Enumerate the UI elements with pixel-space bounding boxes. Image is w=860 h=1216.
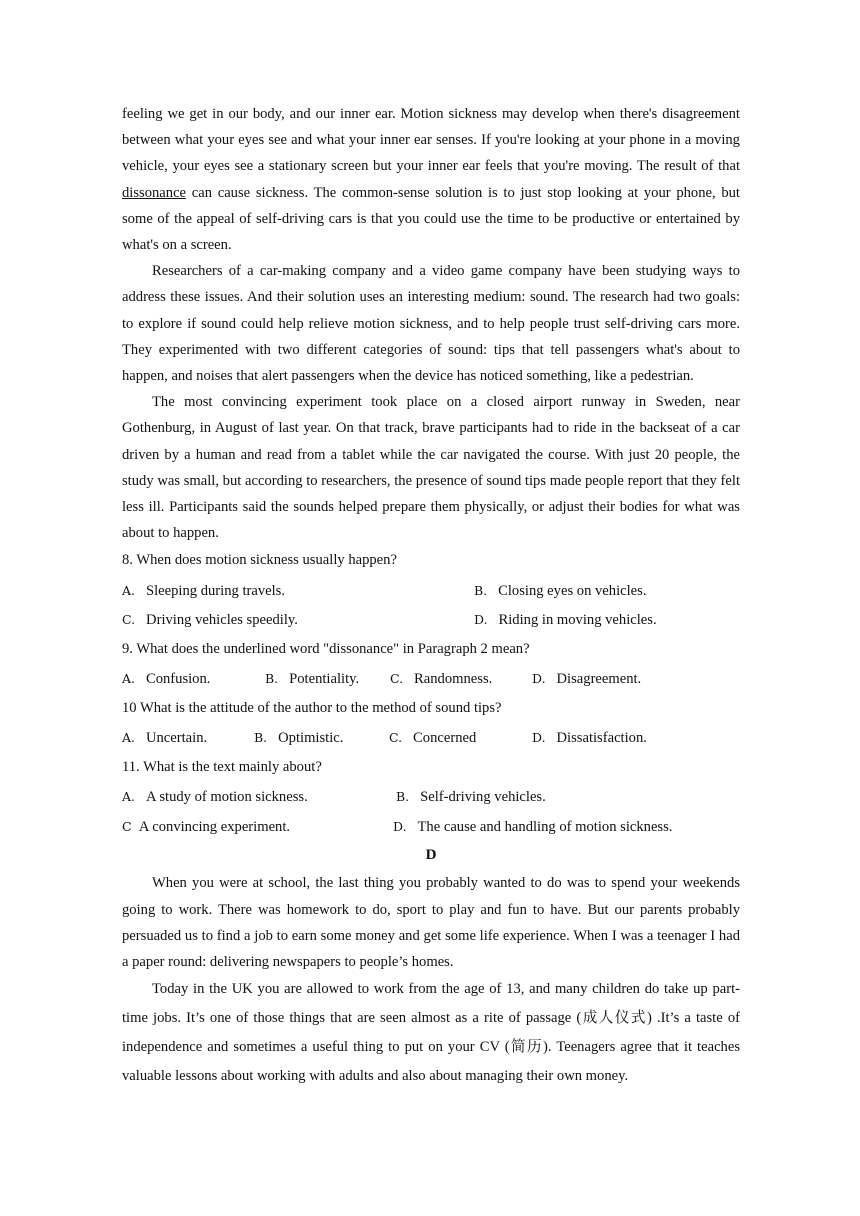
text-fragment: moving. The result of that: [584, 158, 740, 175]
option-c[interactable]: C. Concerned: [389, 730, 477, 747]
option-c[interactable]: C. Randomness.: [390, 671, 493, 688]
text-line: disagreement between what your eyes see and what your inner ear senses. If you're looking at your: [122, 106, 740, 149]
text-line: phone in a moving vehicle, your eyes see a stationary screen but your inner ear feels that you're: [122, 132, 740, 175]
option-a[interactable]: A. Uncertain.: [122, 730, 208, 747]
option-b[interactable]: B. Potentiality.: [265, 671, 360, 688]
option-a[interactable]: A. A study of motion sickness.: [122, 789, 308, 806]
document-content: [122, 101, 740, 1091]
option-c[interactable]: C A convincing experiment.: [122, 818, 291, 835]
option-d[interactable]: D. The cause and handling of motion sickness.: [393, 818, 673, 835]
question-9-stem: 9. What does the underlined word "dissonance" in Paragraph 2 mean?: [122, 640, 530, 657]
question-8-stem: 8. When does motion sickness usually happen?: [122, 552, 397, 569]
option-d[interactable]: D. Riding in moving vehicles.: [474, 612, 657, 629]
option-c[interactable]: C. Driving vehicles speedily.: [122, 612, 298, 629]
question-8-options-row-2: [122, 605, 740, 635]
question-11-stem: 11. What is the text mainly about?: [122, 758, 322, 775]
question-10-options-row: [122, 723, 740, 753]
question-10-stem: 10 What is the attitude of the author to the method of sound tips?: [122, 699, 502, 716]
option-a[interactable]: A. Sleeping during travels.: [122, 582, 285, 599]
underlined-word: dissonance: [122, 184, 187, 201]
question-11-options-row-1: [122, 782, 740, 812]
passage-c-paragraph-2: Researchers of a car-making company and a video game company have been studying ways to address these issues. And their solution uses an interesting medium: sound. The research had two goals: to explore if sound could help relieve motion sickness, and to help people trust self-driving cars more. They experimented with two different categories of sound: tips that tell passengers what's about to happen, and noises that alert passengers when the device has noticed something, like a pedestrian.: [122, 263, 740, 385]
passage-c-paragraph-3: The most convincing experiment took place on a closed airport runway in Sweden, near Gothenburg, in August of last year. On that track, brave participants had to ride in the backseat of a car driven by a human and read from a tablet while the car navigated the course. With just 20 people, the study was small, but according to researchers, the presence of sound tips made people report that they felt less ill. Participants said the sounds helped prepare them physically, or adjust their bodies for what was about to happen.: [122, 394, 740, 542]
question-11-options-row-2: [122, 812, 740, 842]
option-b[interactable]: B. Self-driving vehicles.: [396, 789, 546, 806]
question-8-options-row-1: [122, 576, 740, 606]
option-d[interactable]: D. Dissatisfaction.: [532, 730, 647, 747]
option-b[interactable]: B. Closing eyes on vehicles.: [474, 582, 647, 599]
text-fragment: looking at your phone, but some of the appeal of self-driving cars is that you could use the time to be productive or entertained by what's on a screen.: [122, 184, 740, 254]
option-b[interactable]: B. Optimistic.: [254, 730, 344, 747]
passage-c-paragraph-1: [122, 101, 740, 258]
passage-d-paragraph-2: Today in the UK you are allowed to work from the age of 13, and many children do take up part-time jobs. It’s one of those things that are seen almost as a rite of passage (成人仪式) .It’s a taste of independence and sometimes a useful thing to put on your CV (简历). Teenagers agree that it teaches valuable lessons about working with adults and also about managing their own money.: [122, 981, 740, 1085]
option-d[interactable]: D. Disagreement.: [532, 671, 642, 688]
passage-d-paragraph-1: When you were at school, the last thing you probably wanted to do was to spend your weekends going to work. There was homework to do, sport to play and fun to have. But our parents probably persuaded us to find a job to earn some money and get some life experience. When I was a teenager I had a paper round: delivering newspapers to people’s homes.: [122, 875, 740, 971]
text-fragment: can cause sickness. The common-sense solution is to just stop: [186, 184, 572, 201]
text-line: feeling we get in our body, and our inner ear. Motion sickness may develop when there's: [122, 106, 658, 122]
section-heading-d: D: [425, 847, 437, 864]
question-9-options-row: [122, 664, 740, 694]
option-a[interactable]: A. Confusion.: [122, 671, 211, 688]
